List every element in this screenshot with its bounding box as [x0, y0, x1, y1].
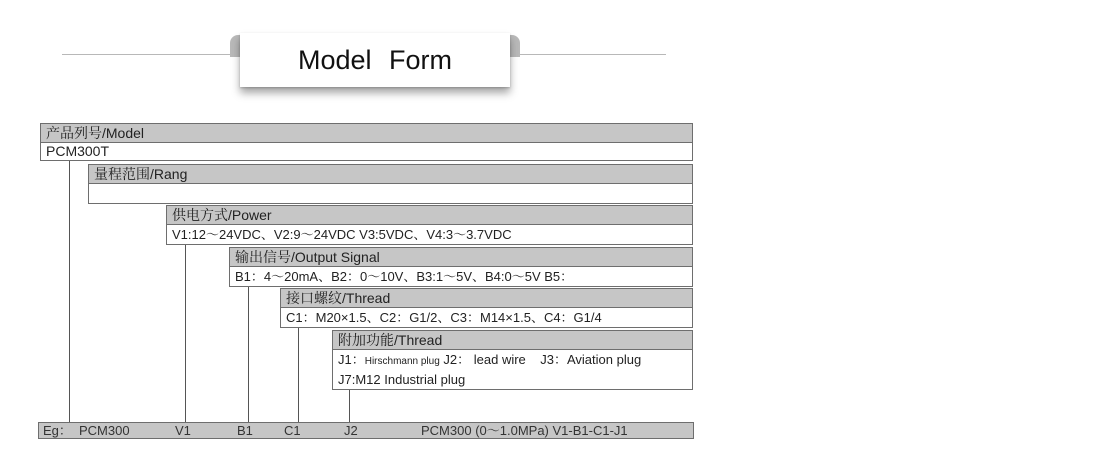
connector-power: [185, 245, 186, 422]
connector-output: [248, 287, 249, 422]
connector-model: [69, 161, 70, 422]
power-header: 供电方式/Power: [166, 205, 693, 225]
example-model: PCM300: [79, 423, 130, 438]
title-rule-left: [62, 54, 242, 55]
title-rule-right: [508, 54, 666, 55]
j1-name: Hirschmann plug: [364, 356, 440, 367]
j1-code: J1：: [338, 352, 365, 367]
thread-header: 接口螺纹/Thread: [280, 288, 693, 308]
power-options: V1:12～24VDC、V2:9～24VDC V3:5VDC、V4:3～3.7VDC: [166, 225, 693, 245]
extra-options: [332, 350, 693, 390]
title-banner: [230, 33, 520, 93]
range-header: 量程范围/Rang: [88, 164, 693, 184]
page-title: Model Form: [240, 33, 510, 87]
example-prefix: Eg：: [43, 423, 72, 438]
model-value: PCM300T: [40, 143, 693, 161]
thread-options: C1：M20×1.5、C2：G1/2、C3：M14×1.5、C4：G1/4: [280, 308, 693, 328]
example-v: V1: [175, 423, 191, 438]
connector-extra: [349, 390, 350, 422]
example-b: B1: [237, 423, 253, 438]
example-full: PCM300 (0～1.0MPa) V1-B1-C1-J1: [421, 423, 628, 438]
model-header: 产品列号/Model: [40, 123, 693, 143]
range-value: [88, 184, 693, 204]
connector-thread: [298, 328, 299, 422]
example-c: C1: [284, 423, 301, 438]
j2-option: J2： lead wire: [443, 352, 526, 367]
output-header: 输出信号/Output Signal: [229, 247, 693, 267]
example-bar: [38, 422, 694, 439]
j7-option: J7:M12 Industrial plug: [338, 372, 466, 387]
extra-line-1: [338, 351, 692, 371]
j3-option: J3：Aviation plug: [540, 352, 642, 367]
extra-header: 附加功能/Thread: [332, 330, 693, 350]
output-options: B1：4～20mA、B2：0～10V、B3:1～5V、B4:0～5V B5：: [229, 267, 693, 287]
example-j: J2: [344, 423, 358, 438]
